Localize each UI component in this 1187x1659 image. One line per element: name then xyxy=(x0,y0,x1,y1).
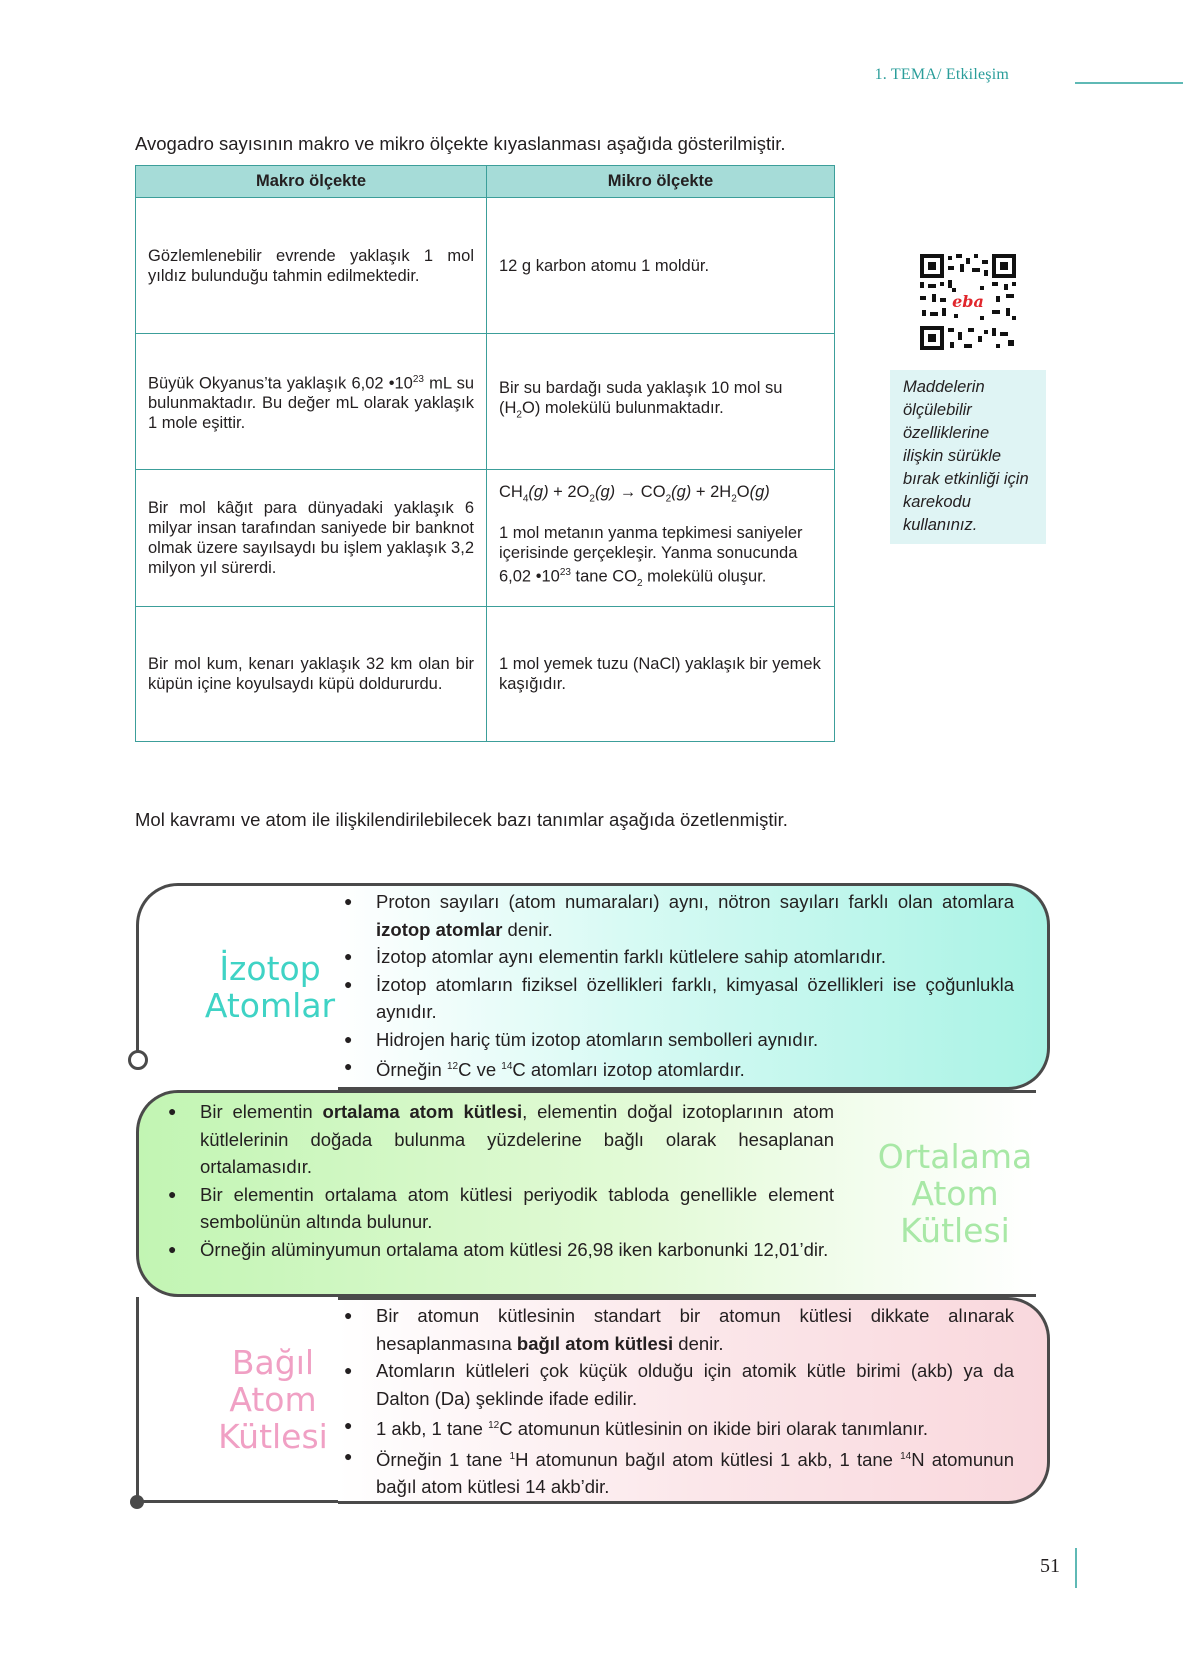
list-item: ● Örneğin $^{12}$C ve $^{14}$C atomları izotop atomlardır. xyxy=(344,1053,1014,1084)
micro-cell: 1 mol yemek tuzu (NaCl) yaklaşık bir yemek kaşığıdır. xyxy=(487,607,835,742)
eba-logo: eba xyxy=(952,292,984,311)
list-item: ● Atomların kütleleri çok küçük olduğu için atomik kütle birimi (akb) ya da Dalton (Da) şeklinde ifade edilir. xyxy=(344,1357,1014,1412)
micro-cell: 12 g karbon atomu 1 moldür. xyxy=(487,198,835,334)
list-item: ● Örneğin 1 tane $^1$H atomunun bağıl atom kütlesi 1 akb, 1 tane $^{14}$N atomunun bağıl atom kütlesi 14 akb’dir. xyxy=(344,1443,1014,1501)
page-number: 51 xyxy=(1040,1555,1060,1577)
avogadro-comparison-table xyxy=(135,165,835,742)
list-item: ● Bir elementin ortalama atom kütlesi, elementin doğal izotoplarının atom kütlelerinin doğada bulunma yüzdelerine bağlı olarak hesaplanan ortalamasıdır. xyxy=(168,1098,834,1181)
macro-cell: Bir mol kâğıt para dünyadaki yaklaşık 6 milyar insan tarafından saniyede bir banknot olmak üzere sayılsaydı bu işlem yaklaşık 3,2 milyon yıl sürerdi. xyxy=(136,470,487,607)
methane-equation: $CH_4(g) + 2O_2(g) \to CO_2(g) + 2H_2O(g)$ xyxy=(499,482,770,505)
isotope-list xyxy=(344,888,1014,1084)
list-item: ● Bir elementin ortalama atom kütlesi periyodik tabloda genellikle element sembolünün altında bulunur. xyxy=(168,1181,834,1236)
qr-code[interactable] xyxy=(918,252,1018,352)
list-item: ● İzotop atomların fiziksel özellikleri farklı, kimyasal özellikleri ise çoğunlukla aynıdır. xyxy=(344,971,1014,1026)
mol-concept-intro: Mol kavramı ve atom ile ilişkilendirilebilecek bazı tanımlar aşağıda özetlenmiştir. xyxy=(135,809,788,830)
list-item: ● Hidrojen hariç tüm izotop atomların sembolleri aynıdır. xyxy=(344,1026,1014,1054)
micro-cell: Bir su bardağı suda yaklaşık 10 mol su $(H_2O)$ molekülü bulunmaktadır. xyxy=(487,334,835,470)
micro-cell: $CH_4(g) + 2O_2(g) \to CO_2(g) + 2H_2O(g)$ 1 mol metanın yanma tepkimesi saniyeler içerisinde gerçekleşir. Yanma sonucunda 6,02 $•10^{23}$ tane $CO_2$ molekülü oluşur. xyxy=(487,470,835,607)
header-rule xyxy=(1075,82,1183,84)
list-item: ● Örneğin alüminyumun ortalama atom kütlesi 26,98 iken karbonunki 12,01’dir. xyxy=(168,1236,834,1264)
connector-dot xyxy=(128,1050,148,1070)
table-row xyxy=(136,470,835,607)
list-item: ● 1 akb, 1 tane $^{12}$C atomunun kütlesinin on ikide biri olarak tanımlanır. xyxy=(344,1412,1014,1443)
relative-mass-title: Bağıl Atom Kütlesi xyxy=(218,1343,328,1456)
average-mass-list xyxy=(168,1098,834,1263)
header-macro: Makro ölçekte xyxy=(136,166,487,198)
table-row xyxy=(136,334,835,470)
macro-cell: Bir mol kum, kenarı yaklaşık 32 km olan bir küpün içine koyulsaydı küpü doldururdu. xyxy=(136,607,487,742)
average-mass-title: Ortalama Atom Kütlesi xyxy=(877,1137,1033,1250)
relative-mass-list xyxy=(344,1302,1014,1501)
macro-cell: Büyük Okyanus’ta yaklaşık 6,02 $•10^{23}$ mL su bulunmaktadır. Bu değer mL olarak yaklaşık 1 mole eşittir. xyxy=(136,334,487,470)
table-intro: Avogadro sayısının makro ve mikro ölçekte kıyaslanması aşağıda gösterilmiştir. xyxy=(135,133,786,154)
theme-header: 1. TEMA/ Etkileşim xyxy=(874,66,1009,83)
header-micro: Mikro ölçekte xyxy=(487,166,835,198)
list-item: ● İzotop atomlar aynı elementin farklı kütlelere sahip atomlarıdır. xyxy=(344,943,1014,971)
relative-frame-bottom xyxy=(136,1500,346,1503)
macro-cell: Gözlemlenebilir evrende yaklaşık 1 mol yıldız bulunduğu tahmin edilmektedir. xyxy=(136,198,487,334)
qr-activity-note: Maddelerin ölçülebilir özelliklerine ilişkin sürükle bırak etkinliği için karekodu kullanınız. xyxy=(890,370,1046,544)
isotope-title: İzotop Atomlar xyxy=(204,949,336,1025)
table-row xyxy=(136,607,835,742)
page-number-rule xyxy=(1075,1548,1077,1588)
list-item: ● Proton sayıları (atom numaraları) aynı, nötron sayıları farklı olan atomlara izotop atomlar denir. xyxy=(344,888,1014,943)
connector-dot xyxy=(130,1495,144,1509)
table-row xyxy=(136,198,835,334)
list-item: ● Bir atomun kütlesinin standart bir atomun kütlesi dikkate alınarak hesaplanmasına bağıl atom kütlesi denir. xyxy=(344,1302,1014,1357)
